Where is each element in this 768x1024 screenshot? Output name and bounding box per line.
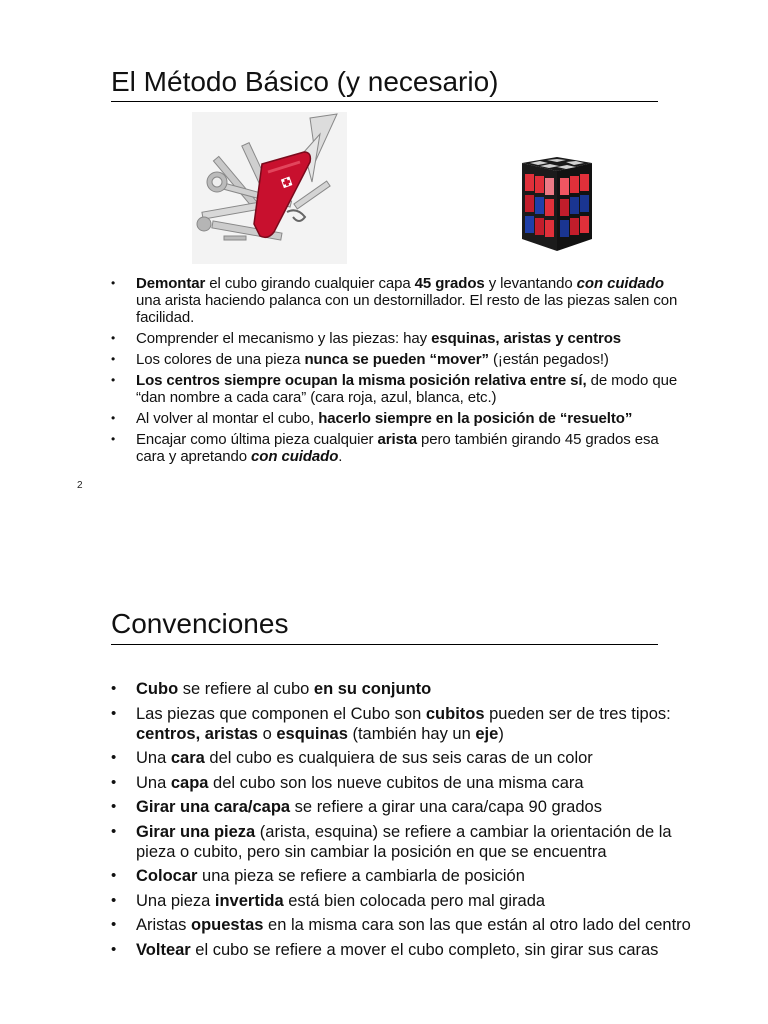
- list-item: [111, 822, 691, 862]
- text-run: el cubo girando cualquier capa: [205, 275, 415, 292]
- text-run: invertida: [214, 891, 284, 910]
- text-run: una arista haciendo palanca con un destornillador. El resto de las piezas salen con facilidad.: [136, 292, 678, 326]
- text-run: hacerlo siempre en la posición de “resuelto”: [318, 410, 633, 427]
- text-run: Girar una pieza: [136, 822, 256, 841]
- list-item: [111, 351, 691, 368]
- bullet-list: [111, 679, 691, 964]
- text-run: y levantando: [484, 275, 577, 292]
- text-run: está bien colocada pero mal girada: [283, 891, 546, 910]
- list-item: [111, 679, 691, 699]
- list-item: [111, 431, 691, 465]
- text-run: Los centros siempre ocupan la misma posición relativa entre sí,: [136, 372, 587, 389]
- text-run: (arista, esquina) se refiere a cambiar la orientación de la pieza o cubito, pero sin cambiar la posición en que se encuentra: [136, 822, 672, 861]
- list-item: [111, 410, 691, 427]
- text-run: se refiere al cubo: [178, 680, 314, 698]
- list-item: [111, 372, 691, 406]
- text-run: Aristas: [136, 916, 192, 934]
- list-item: [111, 891, 691, 911]
- text-run: cara: [170, 749, 205, 767]
- text-run: ): [498, 724, 504, 743]
- text-run: Una: [136, 773, 171, 792]
- text-run: Una: [136, 749, 171, 767]
- list-item: [111, 940, 691, 960]
- page-number: 2: [77, 480, 83, 491]
- text-run: Los colores de una pieza: [136, 351, 305, 368]
- list-item: [111, 748, 691, 768]
- text-run-wrapper: [251, 448, 338, 465]
- text-run: con cuidado: [251, 448, 339, 465]
- text-run: o: [257, 724, 277, 743]
- text-run: opuestas: [191, 916, 264, 934]
- slide-title: El Método Básico (y necesario): [111, 66, 499, 97]
- text-run: pero también girando 45 grados esa cara y apretando: [136, 431, 659, 465]
- text-run: nunca se pueden “mover”: [304, 351, 489, 368]
- text-run: (¡están pegados!): [488, 351, 609, 368]
- text-run: Comprender el mecanismo y las piezas: hay: [136, 330, 432, 347]
- text-run: una pieza se refiere a cambiarla de posición: [197, 867, 525, 885]
- text-run: cubitos: [425, 704, 485, 723]
- list-item: [111, 704, 691, 744]
- text-run: Una pieza: [136, 891, 215, 910]
- title-rule: [111, 101, 658, 102]
- text-run: con cuidado: [576, 275, 664, 292]
- slide-title: Convenciones: [111, 608, 289, 639]
- text-run: eje: [475, 724, 499, 743]
- text-run: pueden ser de tres tipos:: [484, 704, 671, 723]
- text-run: del cubo es cualquiera de sus seis caras de un color: [204, 749, 593, 767]
- text-run: esquinas: [276, 724, 348, 743]
- list-item: [111, 275, 691, 326]
- text-run: Cubo: [136, 680, 179, 698]
- text-run: de modo que “dan nombre a cada cara” (cara roja, azul, blanca, etc.): [136, 372, 678, 406]
- text-run: centros, aristas: [136, 724, 258, 743]
- text-run: en su conjunto: [313, 680, 432, 698]
- list-item: [111, 773, 691, 793]
- text-run: capa: [170, 773, 209, 792]
- slide-metodo-basico: [0, 0, 768, 500]
- text-run: esquinas, aristas y centros: [431, 330, 621, 347]
- title-rule: [111, 644, 658, 645]
- text-run: Girar una cara/capa: [136, 798, 291, 816]
- bullet-list: [111, 275, 691, 469]
- rubiks-cube-icon: [514, 155, 600, 255]
- text-run: 45 grados: [414, 275, 485, 292]
- swiss-army-knife-icon: [192, 112, 347, 264]
- text-run: .: [338, 448, 343, 465]
- text-run: Demontar: [136, 275, 206, 292]
- text-run: en la misma cara son las que están al otro lado del centro: [263, 916, 691, 934]
- list-item: [111, 797, 691, 817]
- text-run: se refiere a girar una cara/capa 90 grados: [290, 798, 602, 816]
- text-run: Al volver al montar el cubo,: [136, 410, 319, 427]
- text-run: del cubo son los nueve cubitos de una misma cara: [208, 773, 584, 792]
- text-run: el cubo se refiere a mover el cubo completo, sin girar sus caras: [190, 940, 659, 959]
- list-item: [111, 915, 691, 935]
- text-run: arista: [377, 431, 417, 448]
- text-run: Voltear: [136, 940, 191, 959]
- text-run: Encajar como última pieza cualquier: [136, 431, 378, 448]
- text-run: Colocar: [136, 867, 198, 885]
- text-run: (también hay un: [347, 724, 476, 743]
- list-item: [111, 330, 691, 347]
- text-run: Las piezas que componen el Cubo son: [136, 704, 426, 723]
- list-item: [111, 866, 691, 886]
- text-run-wrapper: [577, 275, 664, 292]
